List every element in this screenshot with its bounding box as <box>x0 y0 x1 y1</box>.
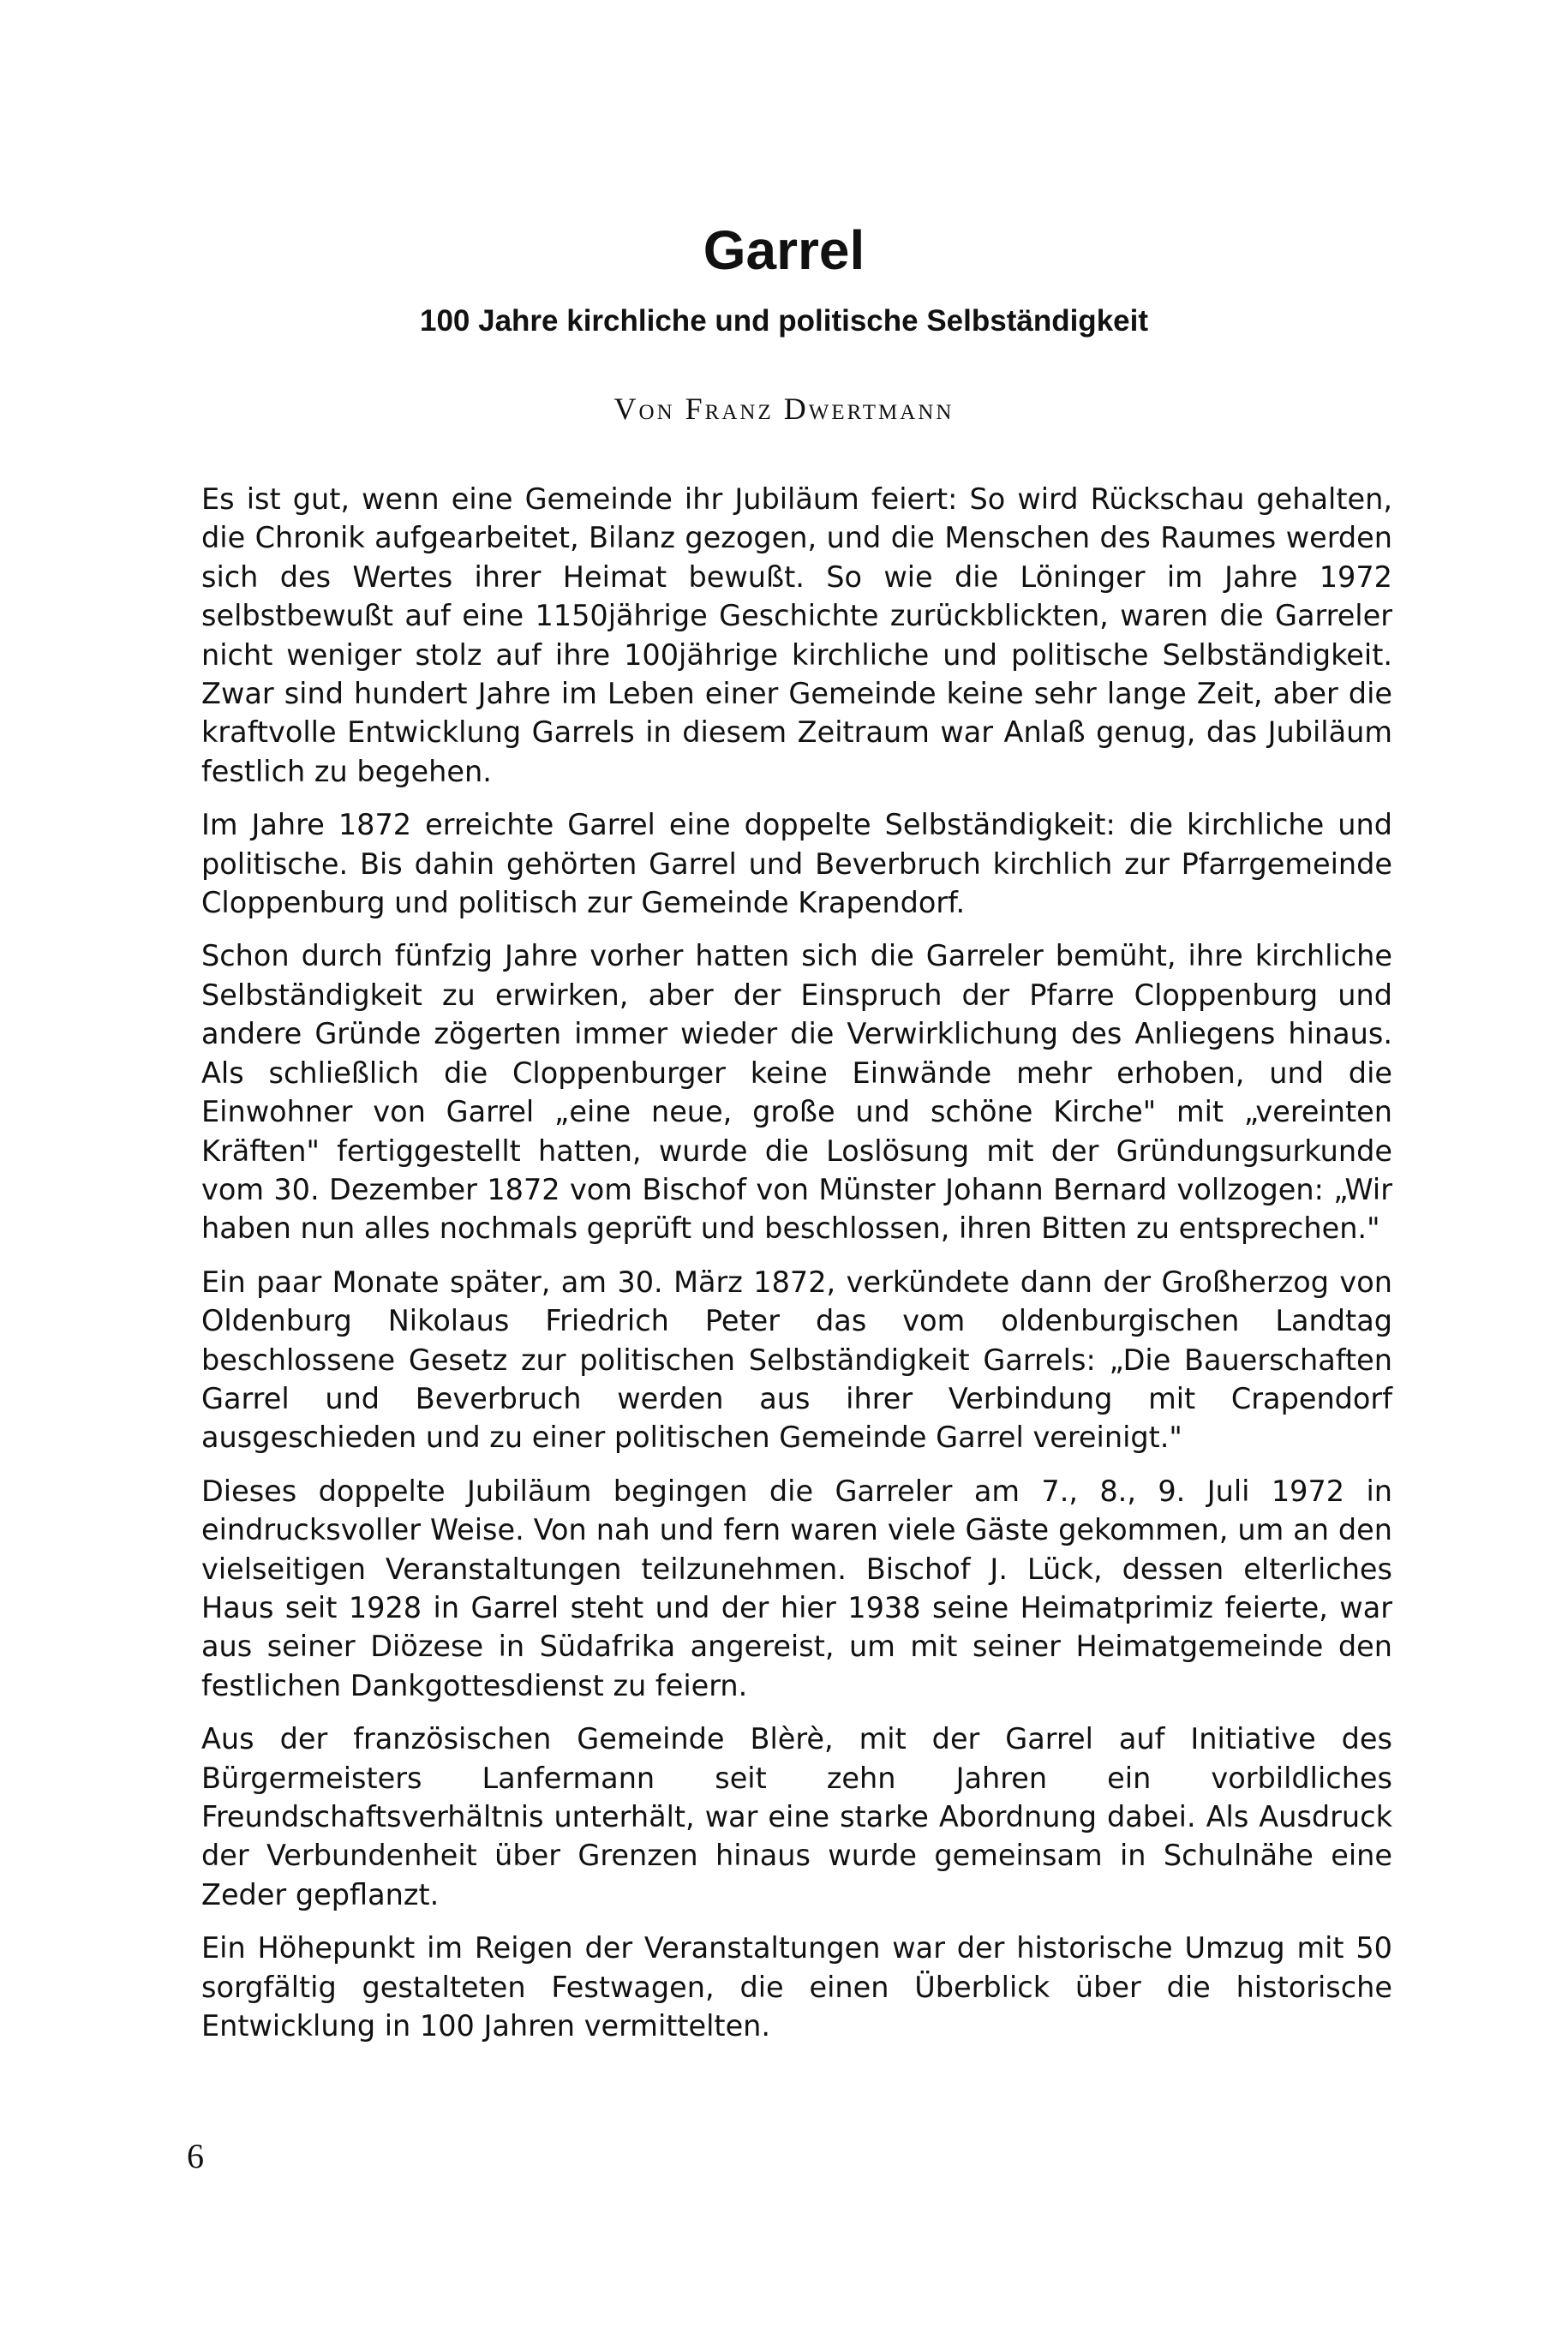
page-number: 6 <box>187 2137 204 2175</box>
page-title: Garrel <box>703 219 865 281</box>
paragraph: Ein Höhepunkt im Reigen der Veranstaltungen war der historische Umzug mit 50 sorgfältig gestalteten Festwagen, die einen Überblick über die historische Entwicklung in 100 Jahren vermittelten. <box>201 1931 1392 2043</box>
paragraph: Im Jahre 1872 erreichte Garrel eine doppelte Selbständigkeit: die kirchliche und politische. Bis dahin gehörten Garrel und Beverbruch kirchlich zur Pfarrgemeinde Cloppenburg und politisch zur Gemeinde Krapendorf. <box>201 808 1392 920</box>
author-line: Von Franz Dwertmann <box>613 392 955 426</box>
paragraph: Schon durch fünfzig Jahre vorher hatten sich die Garreler bemüht, ihre kirchliche Selbständigkeit zu erwirken, aber der Einspruch der Pfarre Cloppenburg und andere Gründe zögerten immer wieder die Verwirklichung des Anliegens hinaus. Als schließlich die Cloppenburger keine Einwände mehr erhoben, und die Einwohner von Garrel „eine neue, große und schöne Kirche" mit „vereinten Kräften" fertiggestellt hatten, wurde die Loslösung mit der Gründungsurkunde vom 30. Dezember 1872 vom Bischof von Münster Johann Bernard vollzogen: „Wir haben nun alles nochmals geprüft und beschlossen, ihren Bitten zu entsprechen." <box>201 939 1392 1246</box>
paragraph: Ein paar Monate später, am 30. März 1872, verkündete dann der Großherzog von Oldenburg Nikolaus Friedrich Peter das vom oldenburgischen Landtag beschlossene Gesetz zur politischen Selbständigkeit Garrels: „Die Bauerschaften Garrel und Beverbruch werden aus ihrer Verbindung mit Crapendorf ausgeschieden und zu einer politischen Gemeinde Garrel vereinigt." <box>201 1265 1392 1455</box>
paragraph: Aus der französischen Gemeinde Blèrè, mit der Garrel auf Initiative des Bürgermeisters Lanfermann seit zehn Jahren ein vorbildliches Freundschaftsverhältnis unterhält, war eine starke Abordnung dabei. Als Ausdruck der Verbundenheit über Grenzen hinaus wurde gemeinsam in Schulnähe eine Zeder gepflanzt. <box>201 1722 1392 1911</box>
paragraph: Dieses doppelte Jubiläum begingen die Garreler am 7., 8., 9. Juli 1972 in eindrucksvoller Weise. Von nah und fern waren viele Gäste gekommen, um an den vielseitigen Veranstaltungen teilzunehmen. Bischof J. Lück, dessen elterliches Haus seit 1928 in Garrel steht und der hier 1938 seine Heimatprimiz feierte, war aus seiner Diözese in Südafrika angereist, um mit seiner Heimatgemeinde den festlichen Dankgottesdienst zu feiern. <box>201 1474 1392 1702</box>
paragraph: Es ist gut, wenn eine Gemeinde ihr Jubiläum feiert: So wird Rückschau gehalten, die Chronik aufgearbeitet, Bilanz gezogen, und die Menschen des Raumes werden sich des Wertes ihrer Heimat bewußt. So wie die Löninger im Jahre 1972 selbstbewußt auf eine 1150jährige Geschichte zurückblickten, waren die Garreler nicht weniger stolz auf ihre 100jährige kirchliche und politische Selbständigkeit. Zwar sind hundert Jahre im Leben einer Gemeinde keine sehr lange Zeit, aber die kraftvolle Entwicklung Garrels in diesem Zeitraum war Anlaß genug, das Jubiläum festlich zu begehen. <box>201 482 1392 788</box>
page-subtitle: 100 Jahre kirchliche und politische Selbständigkeit <box>420 304 1148 338</box>
article-body <box>201 480 1392 2060</box>
